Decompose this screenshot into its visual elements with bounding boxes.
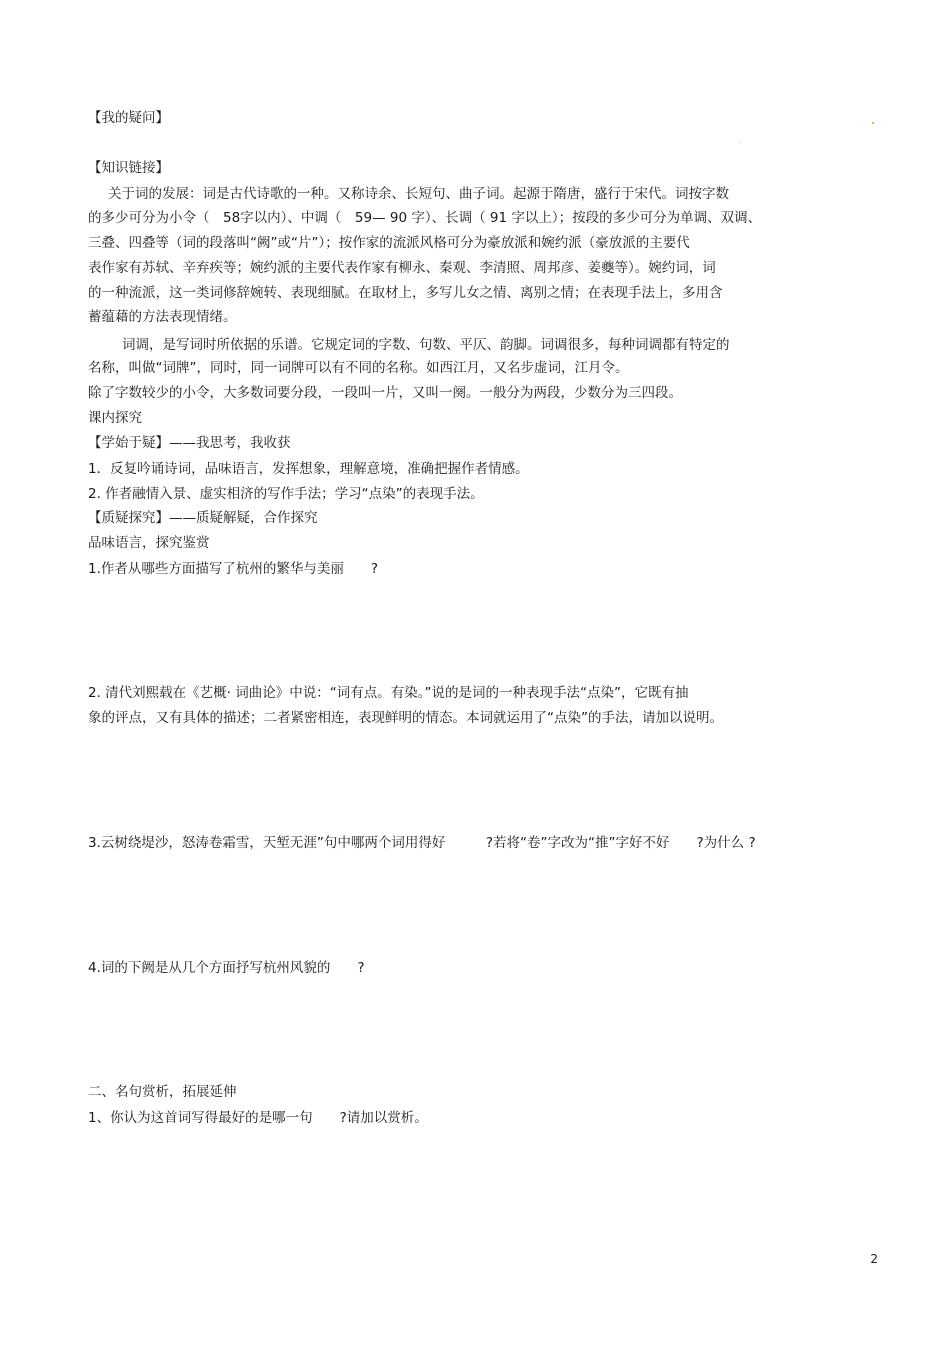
heading-my-questions: 【我的疑问】 bbox=[88, 110, 169, 126]
question-2-line-2: 象的评点，又有具体的描述；二者紧密相连，表现鲜明的情态。本词就运用了“点染”的手法，请加以说明。 bbox=[88, 710, 723, 726]
knowledge-para-2-line-1: 词调，是写词时所依据的乐谱。它规定词的字数、句数、平仄、韵脚。词调很多，每种词调都有特定的 bbox=[122, 337, 730, 353]
knowledge-para-1-line-2: 的多少可分为小令（ 58字以内）、中调（ 59— 90 字）、长调（ 91 字以上）；按段的多少可分为单调、双调、 bbox=[88, 210, 762, 226]
heading-taste-language: 品味语言，探究鉴赏 bbox=[88, 535, 210, 551]
knowledge-para-1-line-6: 蓄蕴藉的方法表现情绪。 bbox=[88, 309, 237, 325]
knowledge-para-3: 除了字数较少的小令，大多数词要分段，一段叫一片，又叫一阕。一般分为两段，少数分为三四段。 bbox=[88, 385, 682, 401]
heading-learn-from-doubt: 【学始于疑】——我思考，我收获 bbox=[88, 435, 291, 451]
heading-section-2: 二、名句赏析，拓展延伸 bbox=[88, 1084, 237, 1100]
knowledge-para-1-line-1: 关于词的发展：词是古代诗歌的一种。又称诗余、长短句、曲子词。起源于隋唐，盛行于宋代。词按字数 bbox=[108, 186, 729, 202]
goal-2: 2. 作者融情入景、虚实相济的写作手法；学习“点染”的表现手法。 bbox=[88, 486, 484, 502]
section-2-question-1: 1、你认为这首词写得最好的是哪一句 ?请加以赏析。 bbox=[88, 1110, 428, 1126]
speck-mark bbox=[740, 142, 741, 143]
heading-class-explore: 课内探究 bbox=[88, 410, 142, 426]
heading-inquiry: 【质疑探究】——质疑解疑，合作探究 bbox=[88, 510, 318, 526]
speck-mark bbox=[872, 122, 874, 124]
heading-knowledge-link: 【知识链接】 bbox=[88, 160, 169, 176]
question-4: 4.词的下阙是从几个方面抒写杭州风貌的 ? bbox=[88, 960, 365, 976]
question-1: 1.作者从哪些方面描写了杭州的繁华与美丽 ? bbox=[88, 561, 379, 577]
knowledge-para-1-line-3: 三叠、四叠等（词的段落叫“阙”或“片”）；按作家的流派风格可分为豪放派和婉约派（豪放派的主要代 bbox=[88, 235, 690, 251]
goal-1: 1．反复吟诵诗词，品味语言，发挥想象，理解意境，准确把握作者情感。 bbox=[88, 461, 529, 477]
knowledge-para-2-line-2: 名称，叫做“词牌”，同时，同一词牌可以有不同的名称。如西江月，又名步虚词，江月令。 bbox=[88, 360, 629, 376]
page-number: 2 bbox=[870, 1252, 878, 1266]
question-2-line-1: 2. 清代刘熙载在《艺概· 词曲论》中说：“词有点。有染。”说的是词的一种表现手法“点染”，它既有抽 bbox=[88, 685, 689, 701]
knowledge-para-1-line-5: 的一种流派，这一类词修辞婉转、表现细腻。在取材上，多写儿女之情、离别之情；在表现手法上，多用含 bbox=[88, 285, 723, 301]
question-3: 3.云树绕堤沙，怒涛卷霜雪，天堑无涯”句中哪两个词用得好 ?若将“卷”字改为“推”字好不好 ?为什么 ? bbox=[88, 835, 756, 851]
knowledge-para-1-line-4: 表作家有苏轼、辛弃疾等；婉约派的主要代表作家有柳永、秦观、李清照、周邦彦、姜夔等）。婉约词，词 bbox=[88, 260, 716, 276]
